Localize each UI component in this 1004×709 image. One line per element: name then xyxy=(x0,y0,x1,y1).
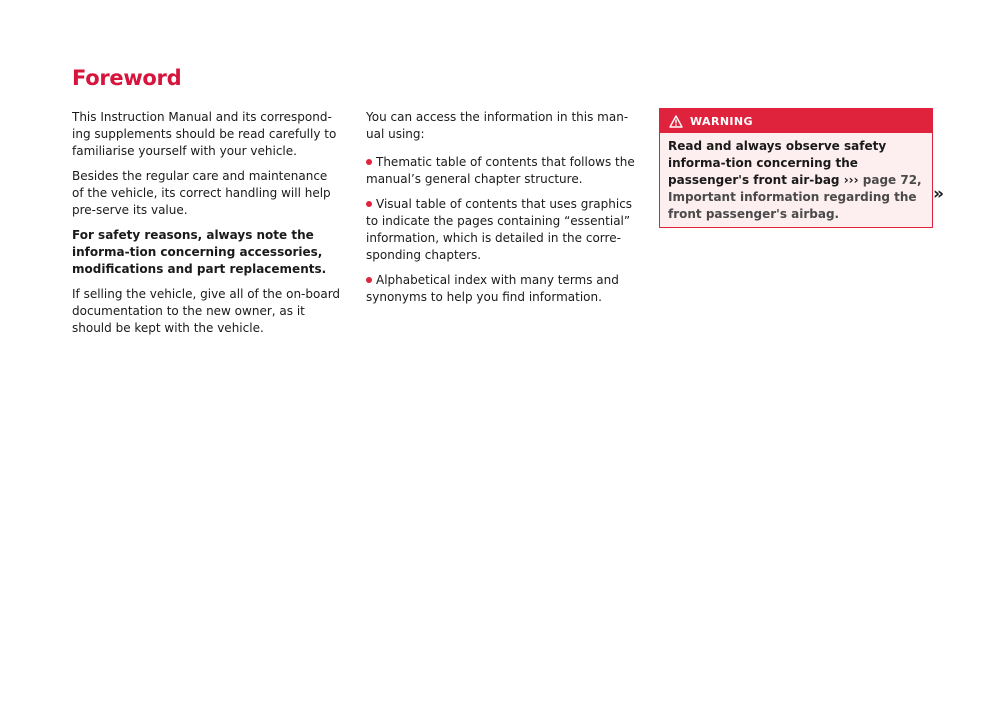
continue-marker-icon: » xyxy=(933,184,944,204)
bullet-dot-icon xyxy=(366,277,372,283)
warning-label: WARNING xyxy=(690,114,753,128)
paragraph-intro: This Instruction Manual and its correspond-ing supplements should be read carefully to familiarise yourself with your vehicle. xyxy=(72,110,337,158)
page-reference-link[interactable]: page 72, Important information regarding the front passenger's airbag. xyxy=(668,173,922,221)
page-title: Foreword xyxy=(72,66,182,90)
paragraph-selling: If selling the vehicle, give all of the on-board documentation to the new owner, as it should be kept with the vehicle. xyxy=(72,287,341,335)
list-item-text: Thematic table of contents that follows the manual’s general chapter structure. xyxy=(366,155,635,186)
warning-text xyxy=(660,133,932,227)
list-item xyxy=(366,272,636,306)
list-item xyxy=(366,196,636,264)
column-middle xyxy=(366,109,636,314)
paragraph-safety xyxy=(72,227,342,278)
list-item xyxy=(366,154,636,188)
list-item-text: Alphabetical index with many terms and synonyms to help you find information. xyxy=(366,273,619,304)
safety-note: For safety reasons, always note the informa-tion concerning accessories, modifications and part replacements. xyxy=(72,228,327,276)
list-item-text: Visual table of contents that uses graphics to indicate the pages containing “essential” information, which is detailed in the corre-sponding chapters. xyxy=(366,197,633,262)
bullet-dot-icon xyxy=(366,159,372,165)
warning-triangle-icon xyxy=(669,115,683,128)
warning-message: Read and always observe safety informa-tion concerning the passenger's front air-bag xyxy=(668,139,887,187)
column-left xyxy=(72,109,342,345)
bullet-dot-icon xyxy=(366,201,372,207)
paragraph-access: You can access the information in this man-ual using: xyxy=(366,110,629,141)
warning-box xyxy=(659,108,933,228)
paragraph-care: Besides the regular care and maintenance of the vehicle, its correct handling will help pre-serve its value. xyxy=(72,169,331,217)
reference-arrows-icon: ››› xyxy=(843,173,859,187)
warning-header xyxy=(660,109,932,133)
